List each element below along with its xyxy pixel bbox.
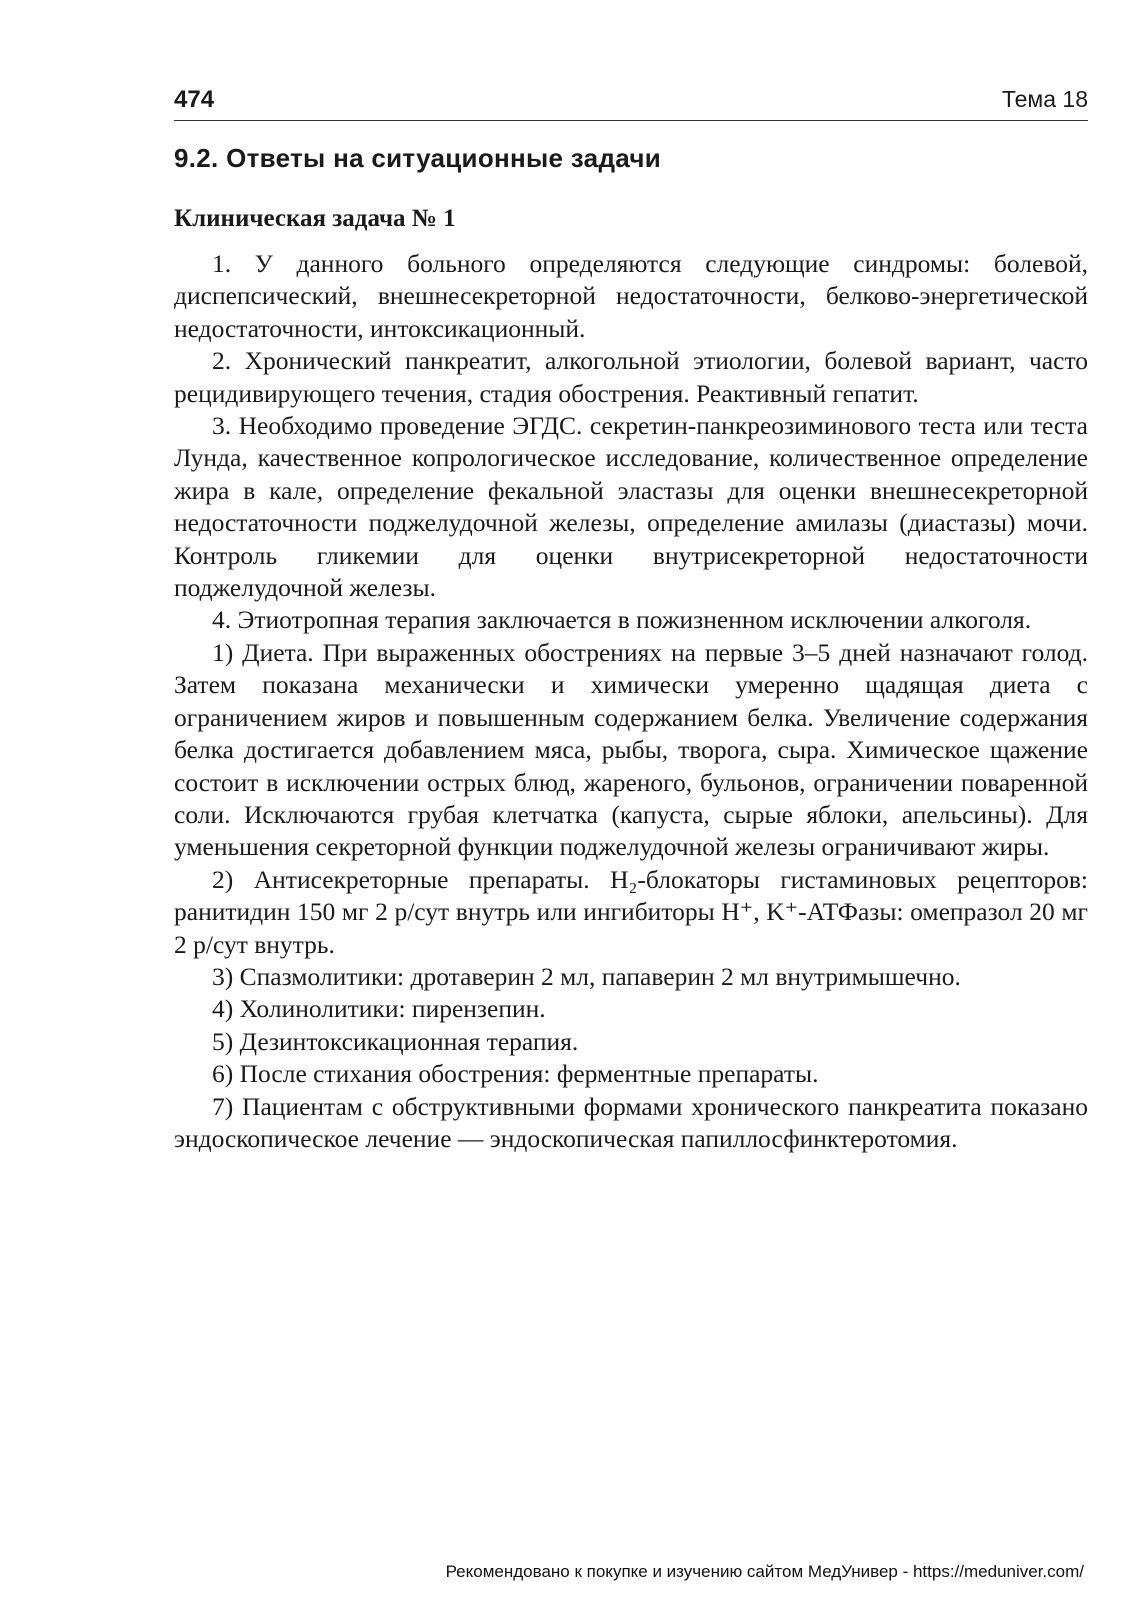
- therapy-item-detox: 5) Дезинтоксикационная терапия.: [212, 1026, 579, 1056]
- answer-paragraph-4: 4. Этиотропная терапия заключается в пожизненном исключении алкоголя.: [212, 605, 1032, 635]
- therapy-item-endoscopy: 7) Пациентам с обструктивными формами хронического панкреатита показано эндоскопическое лечение — эндоскопическая папиллосфинктеротомия.: [174, 1091, 1088, 1153]
- answer-body: [174, 248, 1088, 1155]
- page-number: 474: [174, 86, 215, 113]
- answer-paragraph-2: 2. Хронический панкреатит, алкогольной этиологии, болевой вариант, часто рецидивирующего течения, стадия обострения. Реактивный гепатит.: [174, 346, 1088, 408]
- therapy-item-cholinolytics: 4) Холинолитики: пирензепин.: [212, 994, 546, 1024]
- answer-paragraph-3: 3. Необходимо проведение ЭГДС. секретин-панкреозиминового теста или теста Лунда, качественное копрологическое исследование, количественное определение жира в кале, определение фекальной эластазы для оценки внешнесекреторной недостаточности поджелудочной железы, определение амилазы (диастазы) мочи. Контроль гликемии для оценки внутрисекреторной недостаточности поджелудочной железы.: [174, 411, 1088, 603]
- footer-recommendation: Рекомендовано к покупке и изучению сайтом МедУнивер - https://meduniver.com/: [445, 1562, 1084, 1581]
- answer-paragraph-1: 1. У данного больного определяются следующие синдромы: болевой, диспепсический, внешнесекреторной недостаточности, белково-энергетической недостаточности, интоксикационный.: [174, 249, 1088, 343]
- page-header: [174, 84, 1088, 121]
- task-title: Клиническая задача № 1: [174, 205, 456, 232]
- section-title: 9.2. Ответы на ситуационные задачи: [174, 143, 662, 173]
- therapy-item-enzymes: 6) После стихания обострения: ферментные препараты.: [212, 1059, 819, 1089]
- therapy-item-spasmolytics: 3) Спазмолитики: дротаверин 2 мл, папаверин 2 мл внутримышечно.: [212, 961, 961, 991]
- therapy-item-diet: 1) Диета. При выраженных обострениях на первые 3–5 дней назначают голод. Затем показана механически и химически умеренно щадящая диета с ограничением жиров и повышенным содержанием белка. Увеличение содержания белка достигается добавлением мяса, рыбы, творога, сыра. Химическое щажение состоит в исключении острых блюд, жареного, бульонов, ограничении поваренной соли. Исключаются грубая клетчатка (капуста, сырые яблоки, апельсины). Для уменьшения секреторной функции поджелудочной железы ограничивают жиры.: [174, 637, 1088, 862]
- running-title: Тема 18: [1001, 86, 1088, 112]
- therapy-item-antisecretory: 2) Антисекреторные препараты. H₂-блокаторы гистаминовых рецепторов: ранитидин 150 мг 2 р/сут внутрь или ингибиторы H⁺, K⁺-АТФазы: омепразол 20 мг 2 р/сут внутрь.: [174, 864, 1088, 959]
